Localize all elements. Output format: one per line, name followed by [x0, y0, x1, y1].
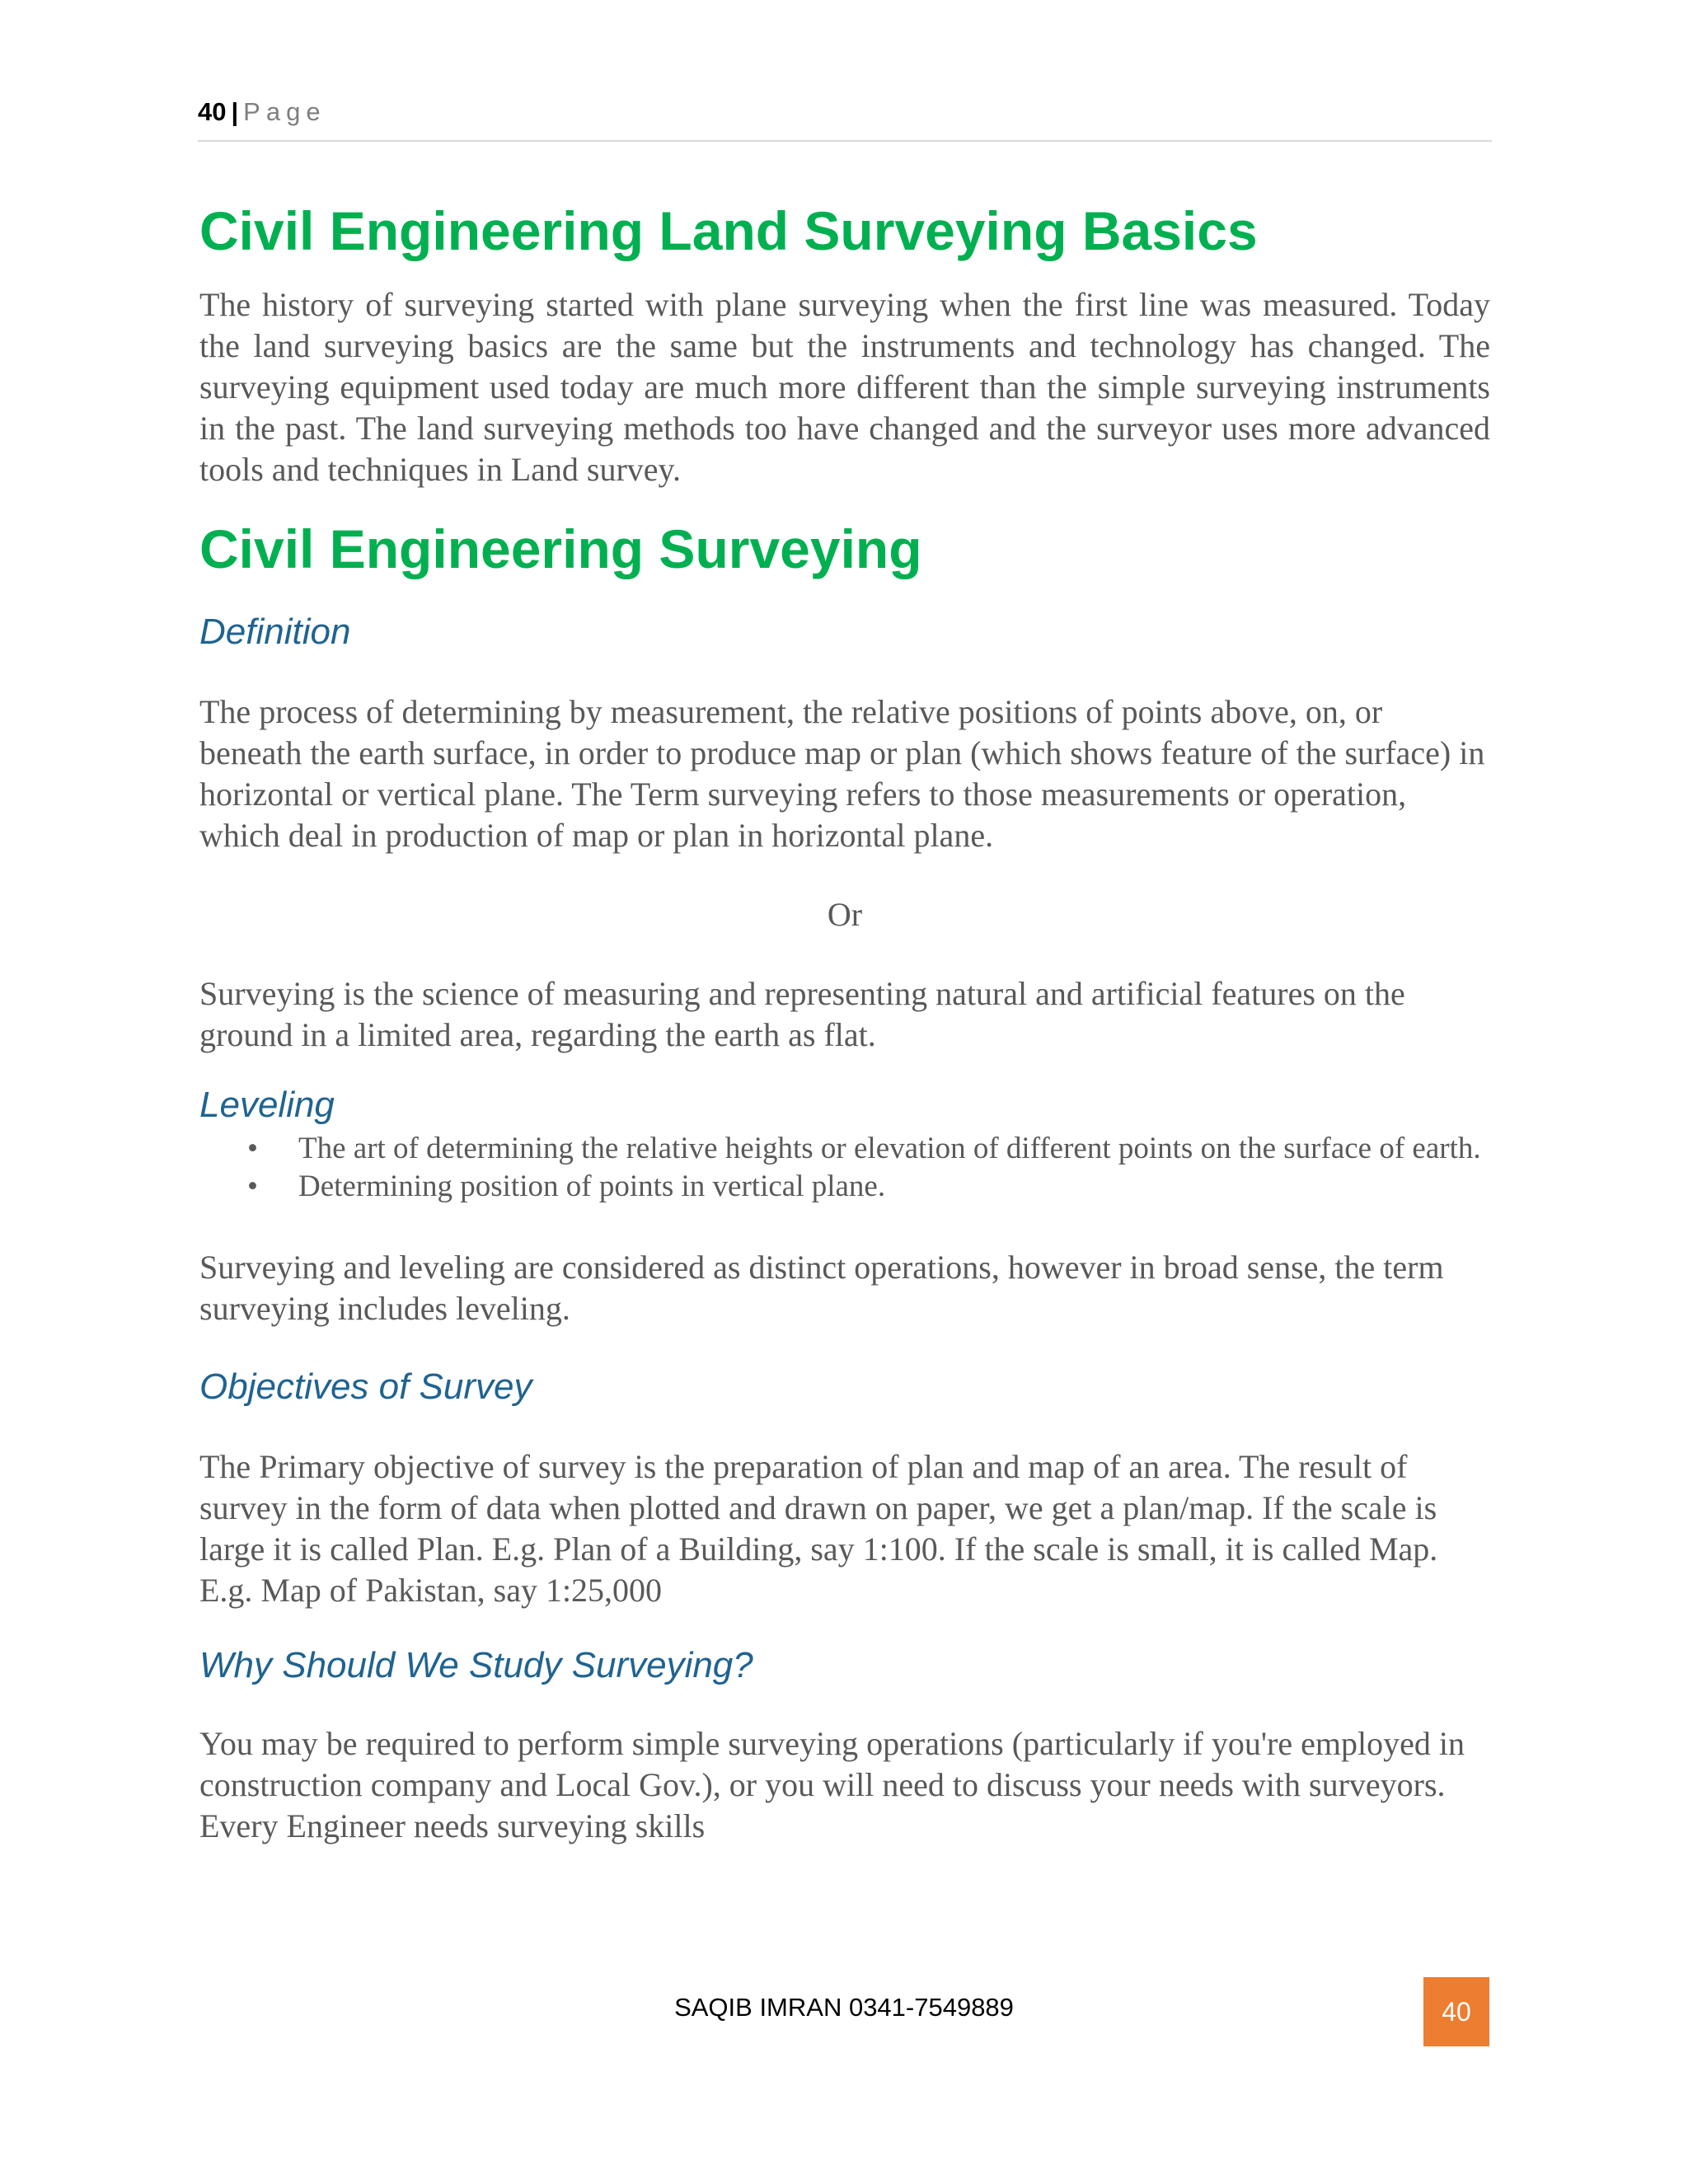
paragraph-definition: The process of determining by measurement, the relative positions of points above, on, or beneath the earth surface, in order to produce map or plan (which shows feature of the surface) in horizontal or vertical plane. The Term surveying refers to those measurements or operation, which deal in production of map or plan in horizontal plane. — [199, 693, 1485, 854]
header-separator: | — [231, 97, 239, 126]
heading-why-study: Why Should We Study Surveying? — [199, 1645, 753, 1685]
title-land-surveying-basics: Civil Engineering Land Surveying Basics — [199, 200, 1258, 261]
footer-page-badge: 40 — [1423, 1977, 1489, 2046]
paragraph-leveling: Surveying and leveling are considered as distinct operations, however in broad sense, the term surveying includes leveling. — [199, 1249, 1444, 1327]
title-civil-engineering-surveying: Civil Engineering Surveying — [199, 518, 922, 579]
paragraph-why-study: You may be required to perform simple surveying operations (particularly if you're employed in construction company and Local Gov.), or you will need to discuss your needs with surveyors. Every Engineer needs surveying skills — [199, 1725, 1465, 1844]
heading-objectives: Objectives of Survey — [199, 1366, 532, 1407]
page-header — [198, 97, 1492, 142]
footer-author: SAQIB IMRAN 0341-7549889 — [674, 1993, 1014, 2022]
list-item: • Determining position of points in vertical plane. — [298, 1168, 1490, 1206]
leveling-list — [199, 1130, 1490, 1206]
heading-leveling: Leveling — [199, 1085, 335, 1125]
header-page-word: Page — [243, 97, 326, 126]
page-content — [199, 194, 1490, 1847]
or-separator: Or — [827, 896, 863, 933]
list-item: • The art of determining the relative heights or elevation of different points on the surface of earth. — [298, 1130, 1490, 1168]
paragraph-objectives: The Primary objective of survey is the preparation of plan and map of an area. The result of survey in the form of data when plotted and drawn on paper, we get a plan/map. If the scale is large it is called Plan. E.g. Plan of a Building, say 1:100. If the scale is small, it is called Map. E.g. Map of Pakistan, say 1:25,000 — [199, 1448, 1438, 1609]
paragraph-definition-alt: Surveying is the science of measuring and representing natural and artificial features on the ground in a limited area, regarding the earth as flat. — [199, 975, 1405, 1053]
header-page-number: 40 — [198, 97, 227, 126]
paragraph-history: The history of surveying started with plane surveying when the first line was measured. Today the land surveying basics are the same but the instruments and technology has changed. The surveying equipment used today are much more different than the simple surveying instruments in the past. The land surveying methods too have changed and the surveyor uses more advanced tools and techniques in Land survey. — [199, 286, 1490, 488]
heading-definition: Definition — [199, 612, 351, 652]
